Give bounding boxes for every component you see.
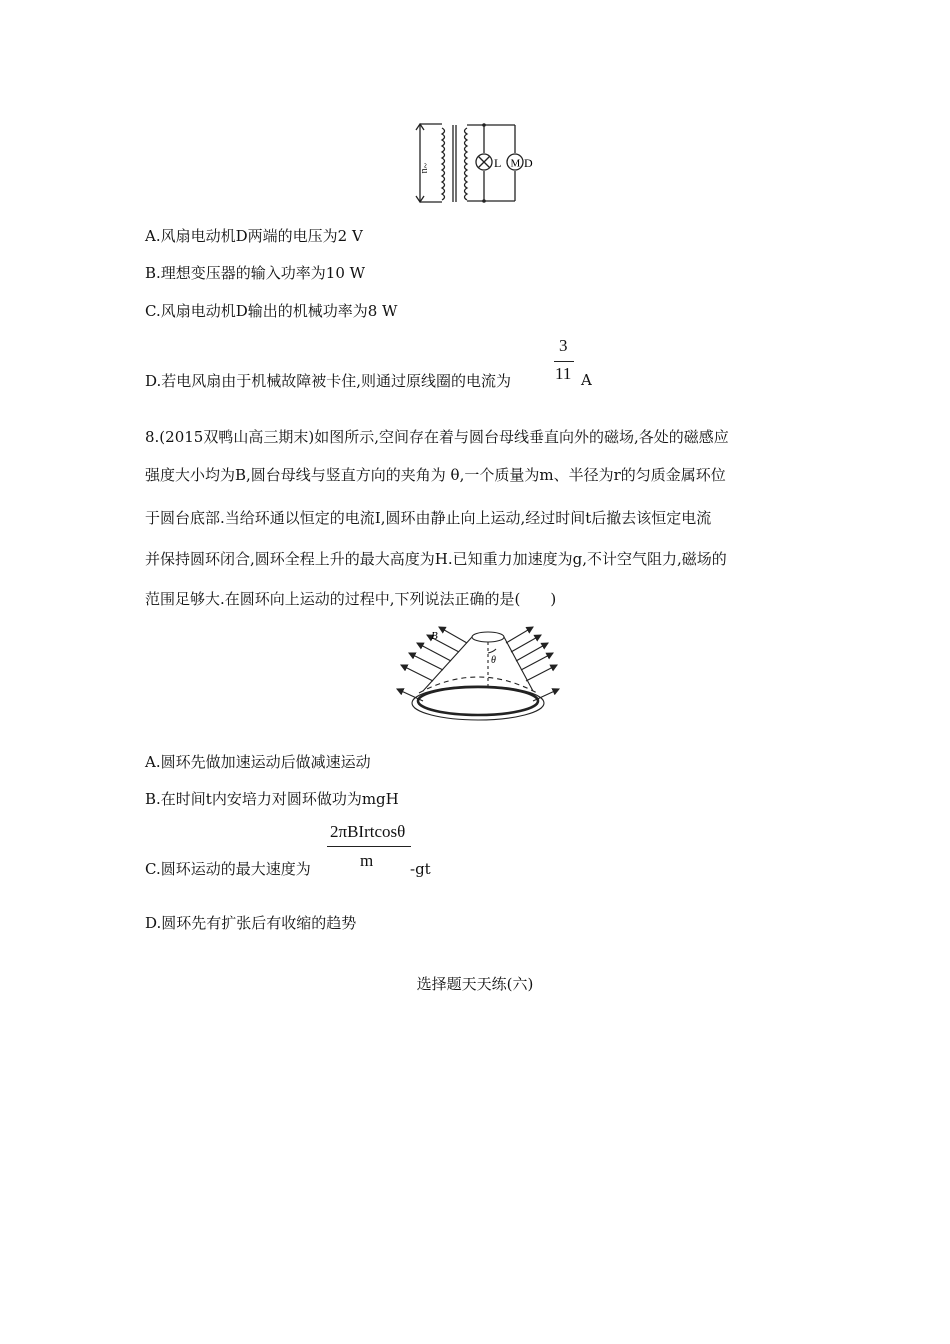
q8-stem-line-1: 8.(2015双鸭山高三期末)如图所示,空间存在着与圆台母线垂直向外的磁场,各处的磁感应 (145, 428, 729, 446)
q7-option-b: B.理想变压器的输入功率为10 W (145, 264, 366, 282)
q8-option-d: D.圆环先有扩张后有收缩的趋势 (145, 914, 357, 932)
q8-option-c: C.圆环运动的最大速度为 (145, 860, 311, 878)
q7-option-a: A.风扇电动机D两端的电压为2 V (145, 227, 363, 245)
q8-option-a: A.圆环先做加速运动后做减速运动 (145, 753, 371, 771)
lamp-label: L (494, 156, 502, 170)
fraction-bar (554, 361, 574, 362)
q8-stem-line-3: 于圆台底部.当给环通以恒定的电流I,圆环由静止向上运动,经过时间t后撤去该恒定电流 (145, 509, 712, 527)
transformer-circuit-figure (412, 120, 533, 206)
q8-option-b: B.在时间t内安培力对圆环做功为mgH (145, 790, 399, 808)
q8-stem-line-4: 并保持圆环闭合,圆环全程上升的最大高度为H.已知重力加速度为g,不计空气阻力,磁场的 (145, 550, 727, 568)
b-field-label: B (431, 630, 438, 642)
q8-stem-line-5: 范围足够大.在圆环向上运动的过程中,下列说法正确的是( ) (145, 590, 557, 608)
q7-option-c: C.风扇电动机D输出的机械功率为8 W (145, 302, 398, 320)
fraction-numerator: 3 (559, 336, 568, 355)
truncated-cone-magnetic-field-figure (393, 621, 563, 736)
q8-stem-line-2: 强度大小均为B,圆台母线与竖直方向的夹角为 θ,一个质量为m、半径为r的匀质金属环位 (145, 466, 726, 484)
fraction-denominator: 11 (555, 364, 572, 383)
source-label: ~u (419, 163, 430, 174)
q7-option-d: D.若电风扇由于机械故障被卡住,则通过原线圈的电流为 (145, 372, 512, 390)
fraction-denominator: m (360, 851, 374, 870)
theta-label: θ (491, 655, 496, 666)
section-title: 选择题天天练(六) (416, 975, 534, 993)
motor-label: D (524, 156, 533, 170)
motor-symbol: M (510, 157, 521, 170)
velocity-suffix: -gt (410, 860, 431, 878)
current-unit: A (581, 371, 592, 389)
fraction-bar (327, 846, 411, 847)
fraction-numerator: 2πBIrtcosθ (330, 822, 406, 841)
